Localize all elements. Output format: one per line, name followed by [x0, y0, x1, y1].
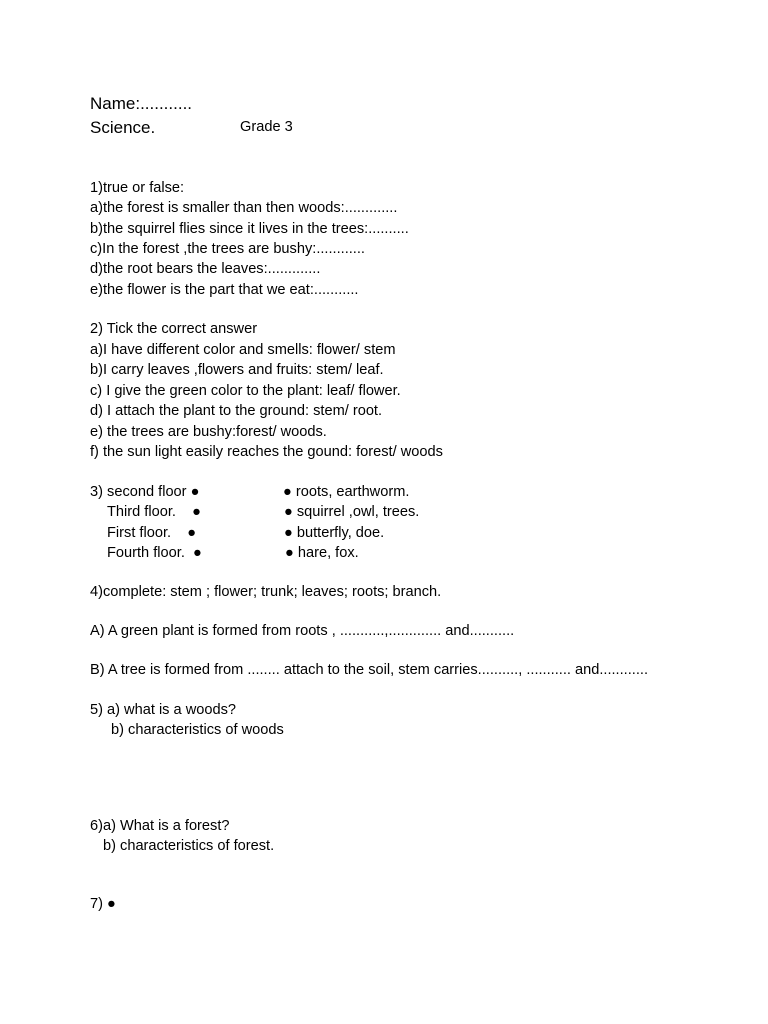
q4-title: 4)complete: stem ; flower; trunk; leaves; roots; branch. [90, 584, 442, 600]
q1-title: 1)true or false: [90, 180, 185, 196]
q4-b: B) A tree is formed from ........ attach to the soil, stem carries.........., ........... and............ [90, 662, 648, 678]
q2-item-c: c) I give the green color to the plant: leaf/ flower. [90, 383, 401, 399]
q3-right-4: ● hare, fox. [285, 545, 359, 561]
q3-left-1: 3) second floor ● [90, 484, 200, 500]
q3-left-3: First floor. ● [107, 525, 197, 541]
q1-item-a: a)the forest is smaller than then woods:............. [90, 200, 398, 216]
q3-left-4: Fourth floor. ● [107, 545, 202, 561]
q3-right-3: ● butterfly, doe. [284, 525, 385, 541]
q5-b: b) characteristics of woods [111, 722, 284, 738]
q3-left-2: Third floor. ● [107, 504, 201, 520]
q1-item-d: d)the root bears the leaves:............. [90, 261, 321, 277]
q2-item-a: a)I have different color and smells: flower/ stem [90, 342, 396, 358]
q1-item-c: c)In the forest ,the trees are bushy:............ [90, 241, 365, 257]
q1-item-e: e)the flower is the part that we eat:........... [90, 282, 359, 298]
q6-b: b) characteristics of forest. [103, 838, 275, 854]
grade-label: Grade 3 [240, 119, 293, 135]
q2-title: 2) Tick the correct answer [90, 321, 258, 337]
q2-item-e: e) the trees are bushy:forest/ woods. [90, 424, 327, 440]
q4-a: A) A green plant is formed from roots , ...........,............. and........... [90, 623, 515, 639]
q6-a: 6)a) What is a forest? [90, 818, 230, 834]
name-field: Name:........... [90, 94, 193, 113]
q1-item-b: b)the squirrel flies since it lives in the trees:.......... [90, 221, 409, 237]
q7-title: 7) ● [90, 896, 116, 912]
q5-a: 5) a) what is a woods? [90, 702, 237, 718]
q2-item-d: d) I attach the plant to the ground: stem/ root. [90, 403, 383, 419]
subject-label: Science. [90, 118, 156, 137]
q3-right-1: ● roots, earthworm. [283, 484, 410, 500]
q3-right-2: ● squirrel ,owl, trees. [284, 504, 420, 520]
q2-item-f: f) the sun light easily reaches the gound: forest/ woods [90, 444, 443, 460]
q2-item-b: b)I carry leaves ,flowers and fruits: stem/ leaf. [90, 362, 384, 378]
